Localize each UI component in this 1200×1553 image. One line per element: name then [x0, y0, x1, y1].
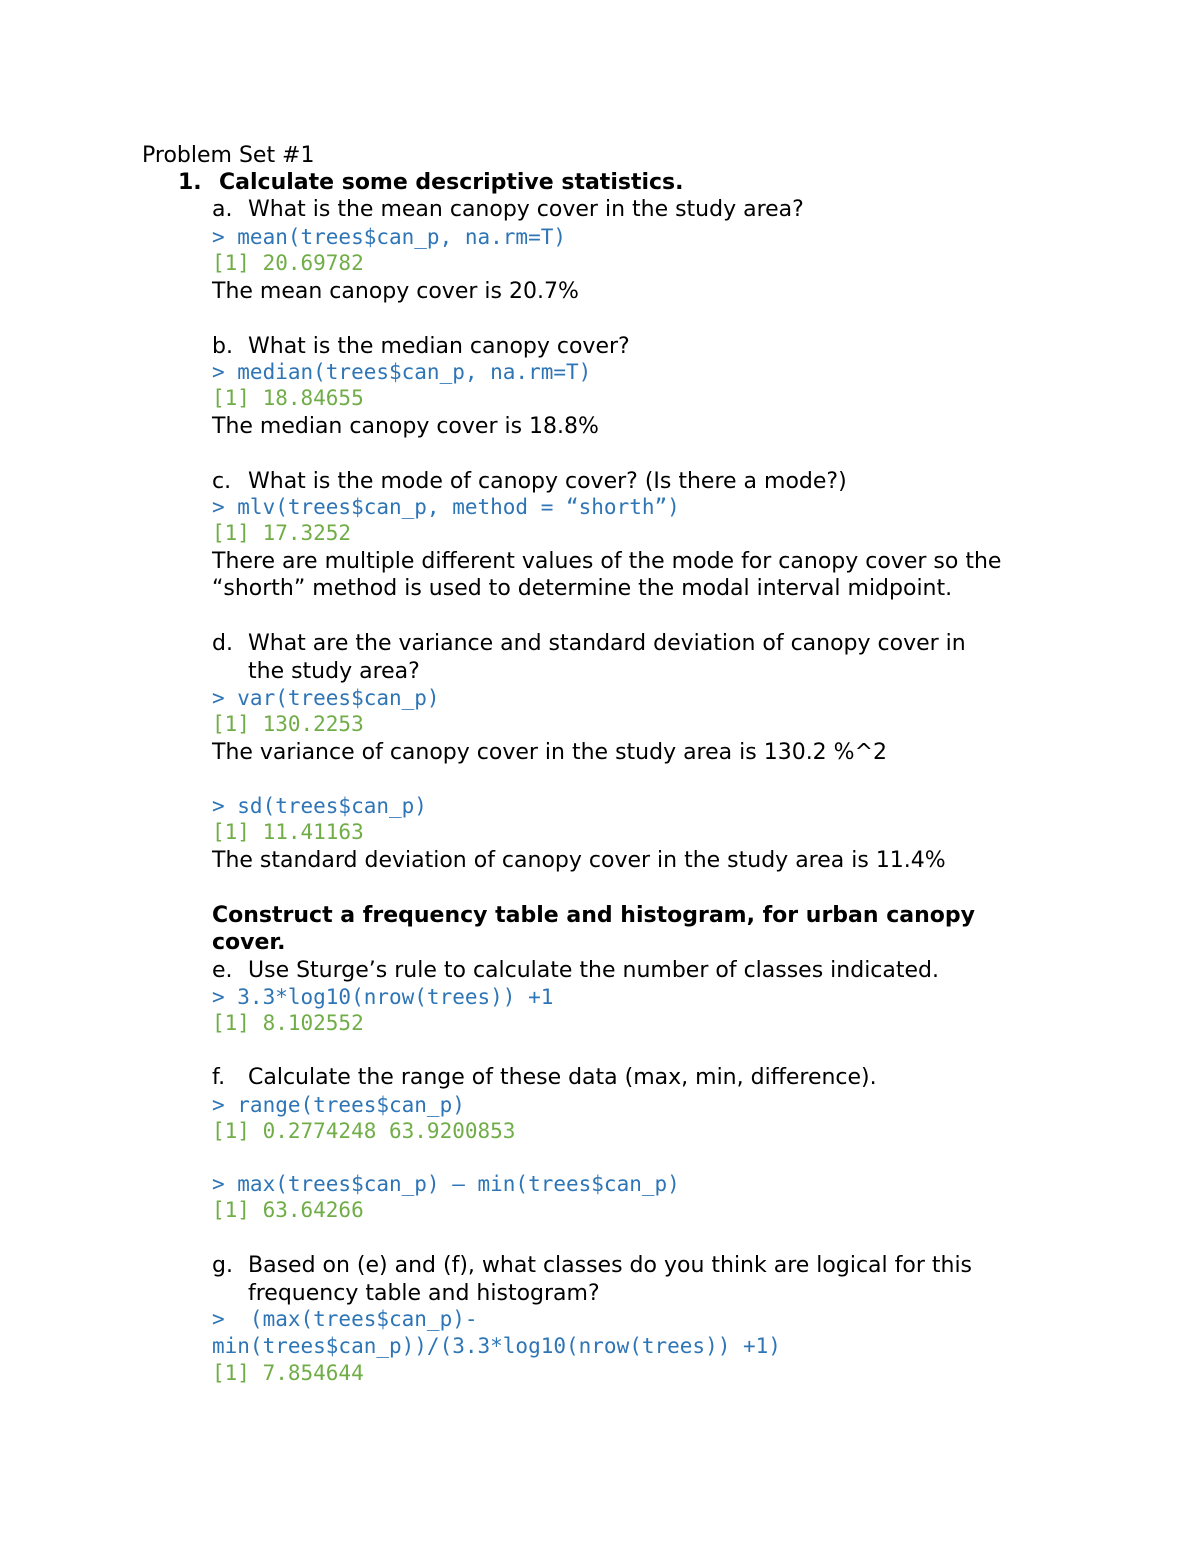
question-f-range-command: > range(trees$can_p) — [212, 1093, 465, 1117]
question-b-letter: b. — [212, 334, 233, 359]
question-b-text: What is the median canopy cover? — [248, 334, 630, 359]
page-title: Problem Set #1 — [142, 143, 315, 168]
question-c-answer-line1: There are multiple different values of the mode for canopy cover so the — [212, 549, 1002, 574]
question-a-text: What is the mean canopy cover in the study area? — [248, 197, 804, 222]
question-g-text-line1: Based on (e) and (f), what classes do you think are logical for this — [248, 1253, 973, 1278]
question-f-diff-command: > max(trees$can_p) – min(trees$can_p) — [212, 1172, 680, 1196]
question-f-text: Calculate the range of these data (max, min, difference). — [248, 1065, 877, 1090]
question-c-text: What is the mode of canopy cover? (Is there a mode?) — [248, 469, 847, 494]
section-heading: Calculate some descriptive statistics. — [219, 170, 684, 195]
question-d-text-line1: What are the variance and standard deviation of canopy cover in — [248, 631, 966, 656]
question-a-letter: a. — [212, 197, 233, 222]
question-e-text: Use Sturge’s rule to calculate the number of classes indicated. — [248, 958, 940, 983]
question-a-answer: The mean canopy cover is 20.7% — [212, 279, 579, 304]
question-d-letter: d. — [212, 631, 233, 656]
question-g-output: [1] 7.854644 — [212, 1361, 364, 1385]
question-e-output: [1] 8.102552 — [212, 1011, 364, 1035]
heading-number: 1. — [178, 170, 202, 195]
question-g-text-line2: frequency table and histogram? — [248, 1281, 600, 1306]
question-c-output: [1] 17.3252 — [212, 521, 352, 545]
question-d-variance-command: > var(trees$can_p) — [212, 686, 440, 710]
question-d-sd-answer: The standard deviation of canopy cover in the study area is 11.4% — [212, 848, 946, 873]
question-g-command-line1: > (max(trees$can_p)- — [212, 1307, 478, 1331]
question-d-text-line2: the study area? — [248, 659, 420, 684]
question-c-command: > mlv(trees$can_p, method = “shorth”) — [212, 495, 680, 519]
question-e-command: > 3.3*log10(nrow(trees)) +1 — [212, 985, 554, 1009]
question-g-command-line2: min(trees$can_p))/(3.3*log10(nrow(trees)) +1) — [212, 1334, 781, 1358]
question-c-answer-line2: “shorth” method is used to determine the modal interval midpoint. — [212, 576, 953, 601]
question-b-answer: The median canopy cover is 18.8% — [212, 414, 599, 439]
question-f-diff-output: [1] 63.64266 — [212, 1198, 364, 1222]
question-b-output: [1] 18.84655 — [212, 386, 364, 410]
question-f-letter: f. — [212, 1065, 226, 1090]
question-c-letter: c. — [212, 469, 232, 494]
question-d-variance-answer: The variance of canopy cover in the study area is 130.2 %^2 — [212, 740, 888, 765]
question-d-sd-command: > sd(trees$can_p) — [212, 794, 427, 818]
question-e-letter: e. — [212, 958, 233, 983]
section2-heading-line1: Construct a frequency table and histogram, for urban canopy — [212, 903, 975, 928]
question-b-command: > median(trees$can_p, na.rm=T) — [212, 360, 592, 384]
question-a-output: [1] 20.69782 — [212, 251, 364, 275]
question-d-variance-output: [1] 130.2253 — [212, 712, 364, 736]
question-d-sd-output: [1] 11.41163 — [212, 820, 364, 844]
question-g-letter: g. — [212, 1253, 233, 1278]
question-a-command: > mean(trees$can_p, na.rm=T) — [212, 225, 567, 249]
section2-heading-line2: cover. — [212, 930, 286, 955]
question-f-range-output: [1] 0.2774248 63.9200853 — [212, 1119, 516, 1143]
